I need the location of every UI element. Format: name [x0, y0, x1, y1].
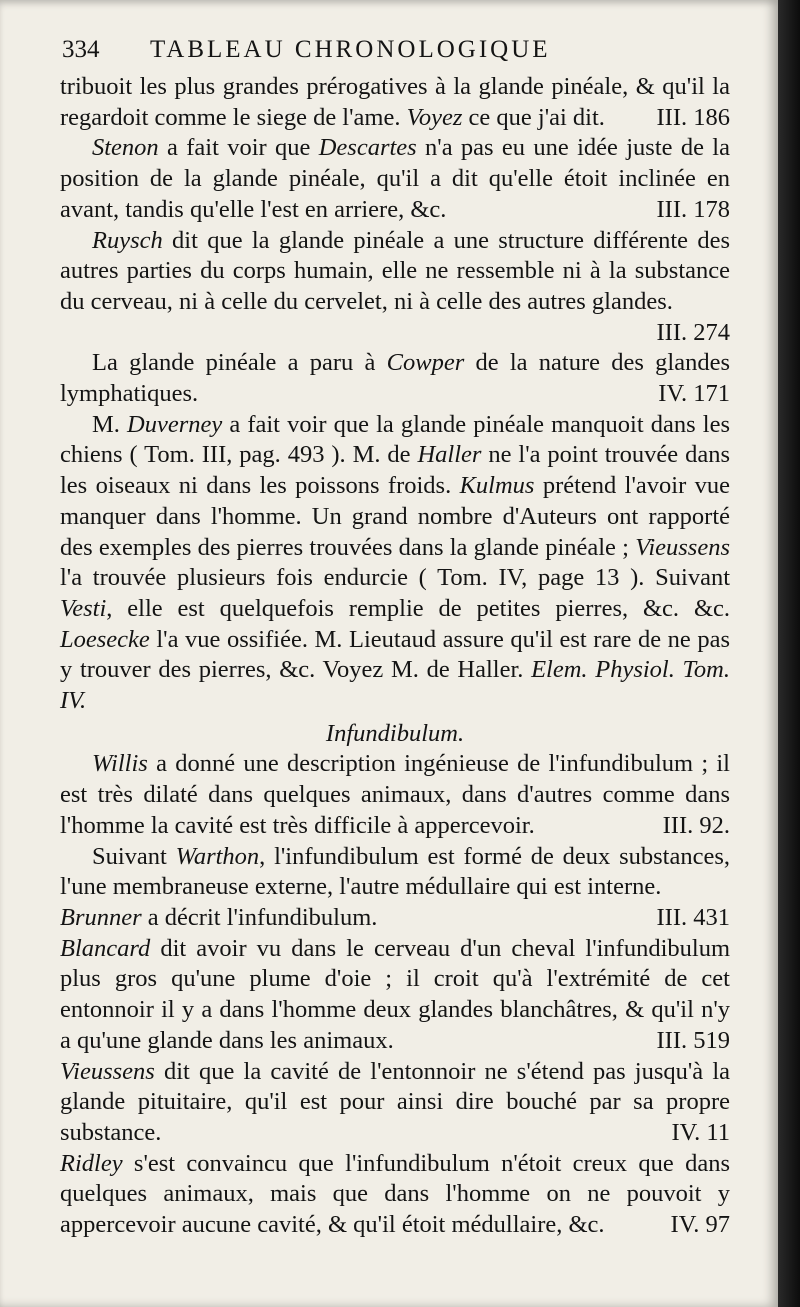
paragraph: [60, 410, 730, 717]
book-gutter: [778, 0, 800, 1307]
pineal-gland-section: [60, 72, 730, 717]
text-run: tribuoit les plus grandes prérogatives à la glande pinéale, & qu'il la regardoit comme le siege de l'ame.: [60, 73, 730, 131]
italic-text: Willis: [92, 750, 148, 778]
volume-reference: III. 186: [656, 103, 730, 131]
italic-text: Loesecke: [60, 625, 150, 653]
text-run: s'est convaincu que l'infundibulum n'étoit creux que dans quelques animaux, mais que dans l'homme on ne pouvoit y appercevoir aucune cavité, & qu'il étoit médullaire, &c.: [60, 1149, 730, 1239]
text-run: , l'infundibulum est formé de deux substances, l'une membraneuse externe, l'autre médullaire qui est interne.: [60, 842, 730, 901]
text-run: l'a vue ossifiée. M. Lieutaud assure qu'il est rare de ne pas y trouver des pierres, &c. Voyez M. de Haller.: [60, 625, 730, 684]
italic-text: Blancard: [60, 934, 151, 962]
text-run: M.: [92, 410, 128, 438]
text-run: dit avoir vu dans le cerveau d'un cheval l'infundibulum plus gros qu'une plume d'oie ; il croit qu'à l'extrémité de cet entonnoir il y a dans l'homme deux glandes blanchâtres, & qu'il n'y a qu'une glande dans les animaux.: [60, 934, 730, 1054]
italic-text: Haller: [417, 441, 482, 469]
italic-text: Descartes: [318, 134, 417, 162]
paragraph: [60, 934, 730, 1057]
italic-text: Ruysch: [92, 226, 163, 254]
paragraph: [60, 72, 730, 133]
italic-text: Vesti: [60, 594, 107, 622]
page-header: [62, 36, 722, 72]
paragraph: [60, 749, 730, 841]
infundibulum-section: [60, 749, 730, 1240]
text-run: a fait voir que: [158, 134, 319, 162]
paragraph: [60, 842, 730, 903]
text-run: a fait voir que la glande pinéale manquoit dans les chiens ( Tom. III, pag. 493 ). M. de: [60, 410, 730, 469]
text-run: a décrit l'infundibulum.: [141, 903, 378, 931]
italic-text: Vieussens: [635, 533, 730, 561]
text-run: dit que la glande pinéale a une structure différente des autres parties du corps humain, elle ne ressemble ni à la substance du cerveau, ni à celle du cervelet, ni à celle des autres glandes.: [60, 226, 730, 315]
italic-text: Voyez: [406, 103, 463, 131]
text-run: l'a trouvée plusieurs fois endurcie ( Tom. IV, page 13 ). Suivant: [60, 564, 730, 592]
italic-text: Vieussens: [60, 1057, 155, 1085]
volume-reference: IV. 97: [670, 1211, 730, 1239]
italic-text: Brunner: [60, 903, 142, 931]
paragraph: [60, 1149, 730, 1241]
volume-reference: IV. 171: [658, 380, 730, 408]
volume-reference: III. 431: [656, 903, 730, 931]
page-number: 334: [62, 36, 100, 63]
text-run: a donné une description ingénieuse de l'infundibulum ; il est très dilaté dans quelques animaux, dans d'autres comme dans l'homme la cavité est très difficile à appercevoir.: [60, 750, 730, 839]
page-body: [60, 72, 730, 1241]
text-run: n'a pas eu une idée juste de la position de la glande pinéale, qu'il a dit qu'elle étoit inclinée en avant, tandis qu'elle l'est en arriere, &c.: [60, 134, 730, 223]
text-run: prétend l'avoir vue manquer dans l'homme. Un grand nombre d'Auteurs ont rapporté des exemples des pierres trouvées dans la glande pinéale ;: [60, 472, 730, 561]
italic-text: Duverney: [127, 410, 223, 438]
text-run: , elle est quelquefois remplie de petites pierres, &c. &c.: [106, 594, 730, 622]
text-run: de la nature des glandes lymphatiques.: [60, 349, 730, 408]
running-title: TABLEAU CHRONOLOGIQUE: [150, 36, 551, 63]
volume-reference: III. 519: [656, 1026, 730, 1054]
paragraph: [60, 133, 730, 225]
volume-reference: III. 274: [656, 318, 730, 346]
section-heading: Infundibulum.: [325, 719, 465, 747]
paragraph: [60, 226, 730, 346]
volume-reference: IV. 11: [671, 1118, 730, 1146]
italic-text: Cowper: [386, 349, 465, 377]
italic-text: Warthon: [175, 842, 260, 870]
paragraph: [60, 903, 730, 934]
text-run: ce que j'ai dit.: [462, 103, 605, 131]
text-run: ne l'a point trouvée dans les oiseaux ni dans les poissons froids.: [60, 441, 730, 500]
italic-text: Ridley: [60, 1149, 123, 1177]
italic-text: Elem. Physiol. Tom. IV.: [60, 656, 731, 715]
volume-reference: III. 178: [656, 195, 730, 223]
italic-text: Stenon: [92, 134, 159, 162]
volume-reference: III. 92.: [662, 811, 730, 839]
italic-text: Kulmus: [459, 472, 535, 500]
text-run: Suivant: [92, 842, 176, 870]
paragraph: [60, 1057, 730, 1149]
text-run: La glande pinéale a paru à: [92, 349, 387, 377]
paragraph: [60, 348, 730, 409]
text-run: dit que la cavité de l'entonnoir ne s'étend pas jusqu'à la glande pituitaire, qu'il est pour ainsi dire bouché par sa propre substance.: [60, 1057, 730, 1146]
